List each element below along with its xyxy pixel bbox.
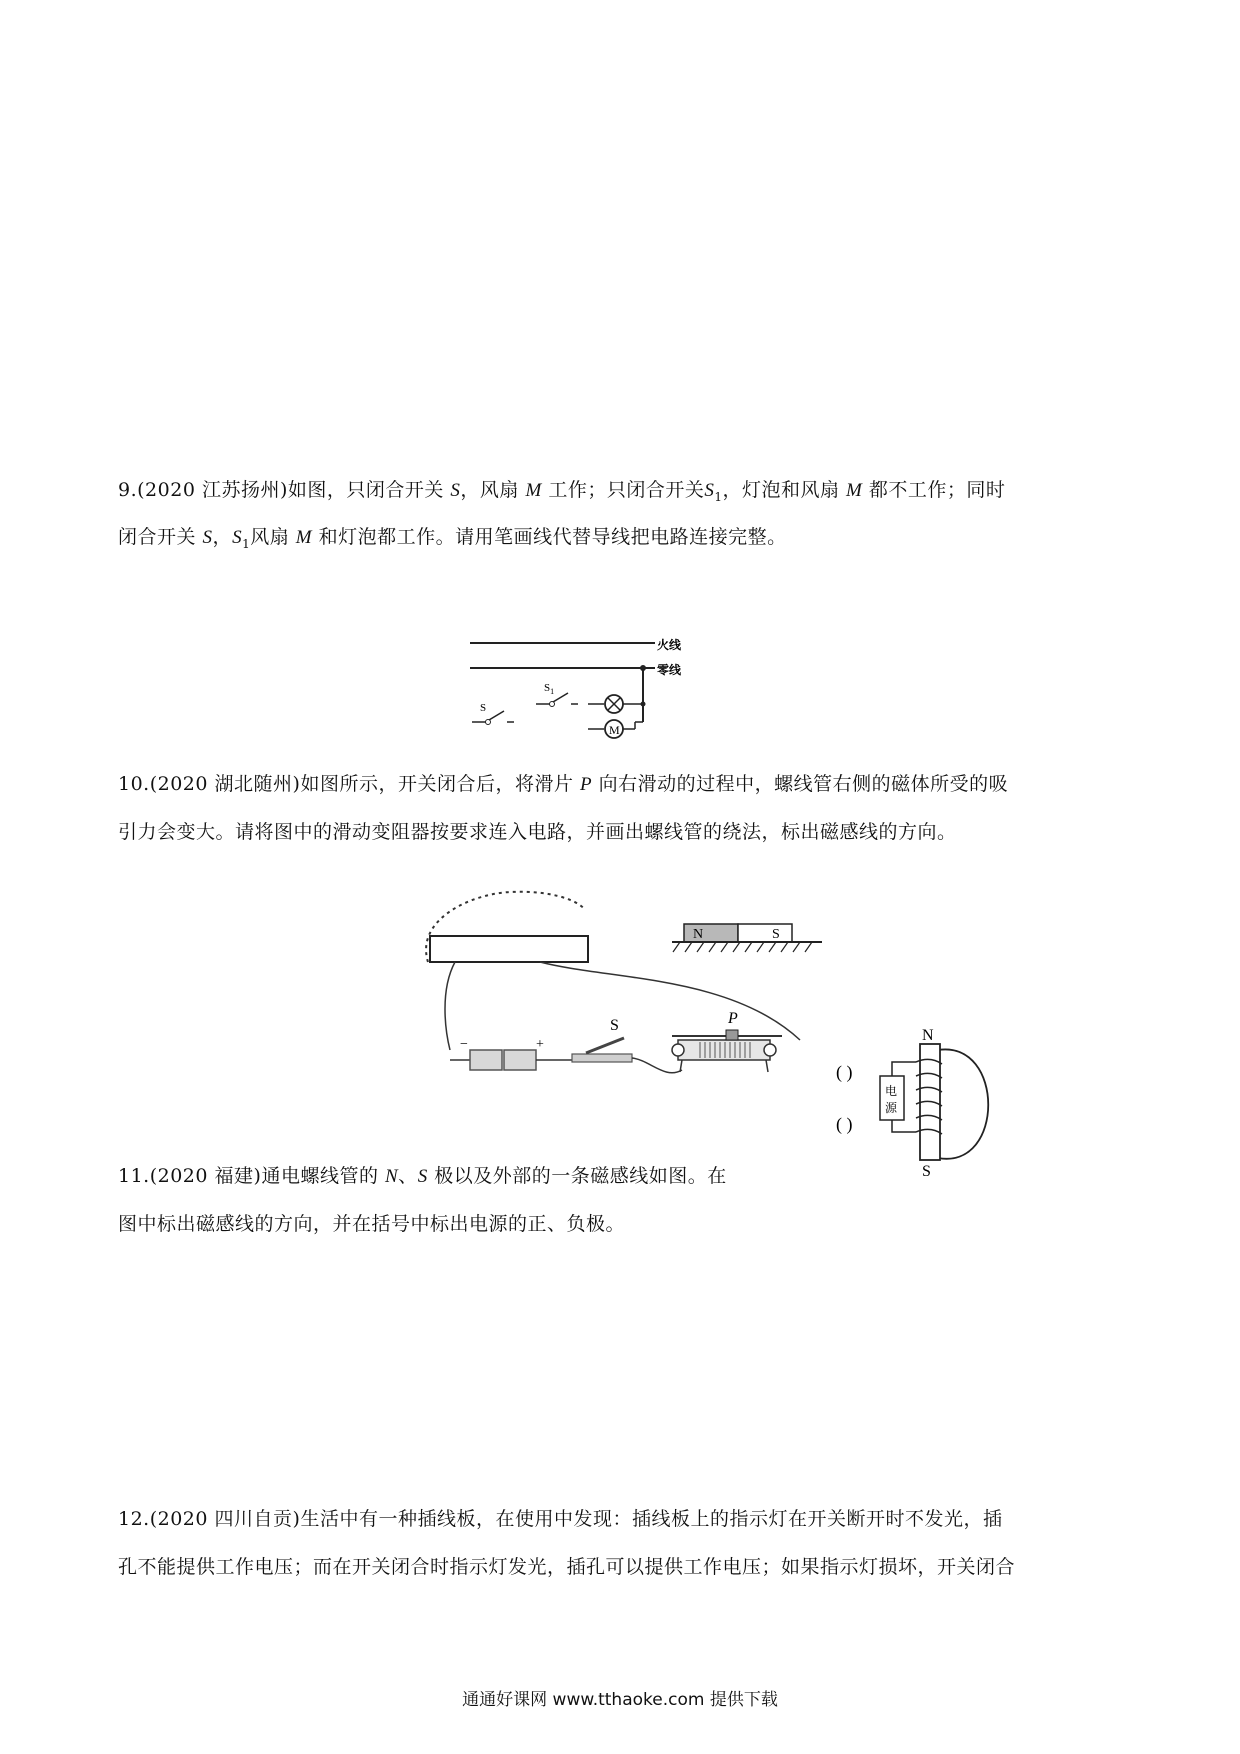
wire xyxy=(632,1058,682,1073)
q11-line-2 xyxy=(118,1210,818,1238)
motor-icon xyxy=(605,720,623,738)
q10-text: 如图所示，开关闭合后，将滑片 xyxy=(300,773,580,795)
q10-text: 向右滑动的过程中，螺线管右侧的磁体所受的吸 xyxy=(592,773,1009,795)
q11-text: 极以及外部的一条磁感线如图。在 xyxy=(427,1165,727,1187)
q9-line-1 xyxy=(118,476,1128,511)
var-m: M xyxy=(525,480,542,501)
q11-source: (2020 福建) xyxy=(149,1165,262,1187)
rheostat-terminal xyxy=(764,1044,776,1056)
rheostat-leg xyxy=(766,1060,768,1072)
switch-s-blade xyxy=(489,711,504,720)
battery-plus: + xyxy=(536,1037,544,1052)
switch-s-label: S xyxy=(480,702,487,714)
live-wire-label: 火线 xyxy=(657,638,682,652)
var-s1: S xyxy=(704,480,715,501)
solenoid-core xyxy=(430,936,588,962)
switch-blade xyxy=(586,1038,624,1053)
q9-text: 工作；只闭合开关 xyxy=(541,479,705,501)
q9-source: (2020 江苏扬州) xyxy=(137,479,288,501)
figure-9-circuit xyxy=(460,625,700,745)
q10-source: (2020 湖北随州) xyxy=(149,773,301,795)
wire xyxy=(540,962,800,1040)
switch-s1-label: $S_1$ xyxy=(544,682,555,696)
q9-text: 如图，只闭合开关 xyxy=(287,479,451,501)
junction-dot xyxy=(641,702,646,707)
var-s: S xyxy=(417,1166,428,1187)
lamp-icon xyxy=(605,695,623,713)
q9-text: ，风扇 xyxy=(460,479,526,501)
q11-text: 通电螺线管的 xyxy=(261,1165,385,1187)
q11-text: 、 xyxy=(398,1165,418,1187)
var-s1-sub: 1 xyxy=(714,489,723,504)
svg-text:M: M xyxy=(609,723,620,737)
wire xyxy=(892,1062,916,1076)
page-footer: 通通好课网 www.tthaoke.com 提供下载 xyxy=(462,1690,778,1710)
var-m: M xyxy=(846,480,863,501)
q11-number: 11. xyxy=(118,1165,150,1187)
figure-10-circuit xyxy=(410,880,850,1100)
var-s1-sub: 1 xyxy=(242,536,251,551)
wire xyxy=(445,962,455,1050)
rheostat-body xyxy=(678,1040,770,1060)
q10-number: 10. xyxy=(118,773,150,795)
power-label-2: 源 xyxy=(885,1101,898,1115)
q9-text: 风扇 xyxy=(250,526,296,548)
switch-s1-blade xyxy=(553,693,568,702)
battery-cell xyxy=(504,1050,536,1070)
battery-minus: − xyxy=(460,1037,468,1052)
q11-line-1 xyxy=(118,1162,818,1191)
slider-label: P xyxy=(728,1010,738,1027)
var-s: S xyxy=(202,527,213,548)
neutral-wire-label: 零线 xyxy=(657,663,682,677)
var-s1: S xyxy=(232,527,243,548)
var-n: N xyxy=(384,1166,399,1187)
q12-number: 12. xyxy=(118,1508,150,1530)
q10-line-2 xyxy=(118,818,1128,846)
bracket-top: ( ) xyxy=(836,1062,853,1082)
q12-text: 孔不能提供工作电压；而在开关闭合时指示灯发光，插孔可以提供工作电压；如果指示灯损坏，开关闭合 xyxy=(118,1556,1016,1578)
power-label-1: 电 xyxy=(885,1084,898,1098)
q9-number: 9. xyxy=(118,479,138,501)
q9-text: ， xyxy=(212,526,233,548)
q12-text: 生活中有一种插线板，在使用中发现：插线板上的指示灯在开关断开时不发光，插 xyxy=(300,1508,1003,1530)
rheostat-terminal xyxy=(672,1044,684,1056)
q12-line-1 xyxy=(118,1505,1128,1533)
var-m: M xyxy=(295,527,313,548)
bar-magnet-s xyxy=(738,924,792,942)
q9-text: 都不工作；同时 xyxy=(862,479,1006,501)
switch-label: S xyxy=(610,1017,619,1034)
battery-cell xyxy=(470,1050,502,1070)
q11-text: 图中标出磁感线的方向，并在括号中标出电源的正、负极。 xyxy=(118,1213,626,1235)
bracket-bottom: ( ) xyxy=(836,1114,853,1134)
switch-base xyxy=(572,1054,632,1062)
var-s: S xyxy=(450,480,461,501)
q12-line-2 xyxy=(118,1553,1128,1581)
q9-text: 和灯泡都工作。请用笔画线代替导线把电路连接完整。 xyxy=(312,526,787,548)
var-p: P xyxy=(579,774,593,795)
q10-line-1 xyxy=(118,770,1128,799)
q12-source: (2020 四川自贡) xyxy=(149,1508,301,1530)
ground-hatching xyxy=(673,942,812,952)
magnet-s-label: S xyxy=(772,927,780,942)
q9-text: ，灯泡和风扇 xyxy=(722,479,847,501)
q10-text: 引力会变大。请将图中的滑动变阻器按要求连入电路，并画出螺线管的绕法，标出磁感线的方向。 xyxy=(118,821,957,843)
wire xyxy=(892,1120,916,1132)
figure-11-solenoid xyxy=(830,1020,1000,1190)
field-line xyxy=(938,1049,988,1158)
q9-line-2 xyxy=(118,523,1128,558)
slider-p xyxy=(726,1030,738,1040)
north-label: N xyxy=(922,1027,934,1044)
q9-text: 闭合开关 xyxy=(118,526,203,548)
magnet-n-label: N xyxy=(693,927,704,942)
south-label: S xyxy=(922,1163,931,1180)
